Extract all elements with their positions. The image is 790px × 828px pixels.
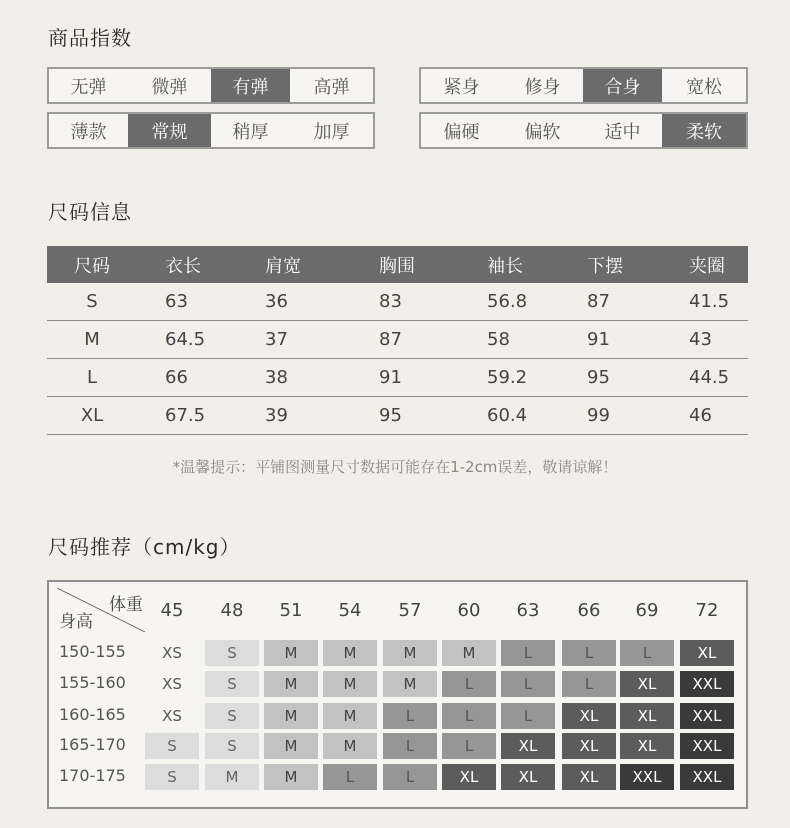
recommend-cell: M bbox=[323, 640, 377, 666]
recommend-cell: S bbox=[145, 764, 199, 790]
size-table-cell: 95 bbox=[587, 367, 610, 388]
recommend-cell: XS bbox=[162, 644, 182, 662]
recommend-cell: L bbox=[383, 733, 437, 759]
recommend-cell: L bbox=[501, 703, 555, 729]
recommend-cell: L bbox=[501, 640, 555, 666]
recommend-cell: XL bbox=[501, 764, 555, 790]
recommend-cell: XL bbox=[620, 733, 674, 759]
index-option: 薄款 bbox=[70, 121, 107, 143]
recommend-cell: M bbox=[264, 671, 318, 697]
recommend-cell: XXL bbox=[680, 764, 734, 790]
recommend-cell: S bbox=[205, 733, 259, 759]
index-option: 加厚 bbox=[313, 121, 350, 143]
recommend-cell: M bbox=[264, 703, 318, 729]
recommend-cell: XL bbox=[620, 671, 674, 697]
recommend-cell: XL bbox=[501, 733, 555, 759]
height-row-header: 170-175 bbox=[59, 766, 126, 785]
size-table-cell: 67.5 bbox=[165, 405, 206, 426]
size-table-cell: 46 bbox=[689, 405, 712, 426]
recommend-cell: M bbox=[205, 764, 259, 790]
weight-column-header: 48 bbox=[220, 600, 244, 621]
weight-column-header: 51 bbox=[279, 600, 303, 621]
index-option: 偏软 bbox=[524, 121, 561, 143]
recommend-cell: L bbox=[383, 703, 437, 729]
size-table-cell: 91 bbox=[379, 367, 402, 388]
recommend-cell: L bbox=[442, 703, 496, 729]
recommend-cell: XXL bbox=[680, 733, 734, 759]
size-table-cell: 66 bbox=[165, 367, 188, 388]
weight-column-header: 60 bbox=[457, 600, 481, 621]
size-table-cell: 87 bbox=[587, 291, 610, 312]
size-table bbox=[47, 246, 748, 435]
recommend-cell: L bbox=[620, 640, 674, 666]
size-table-cell: 36 bbox=[265, 291, 288, 312]
stretch-index bbox=[47, 67, 375, 104]
recommend-cell: L bbox=[501, 671, 555, 697]
size-table-cell: S bbox=[86, 291, 98, 312]
index-option: 无弹 bbox=[70, 76, 107, 98]
recommend-cell: XXL bbox=[680, 703, 734, 729]
index-option: 高弹 bbox=[313, 76, 350, 98]
index-option: 紧身 bbox=[443, 76, 480, 98]
size-recommend-grid bbox=[47, 580, 748, 809]
size-section-title: 尺码信息 bbox=[48, 200, 132, 224]
size-table-cell: 56.8 bbox=[487, 291, 528, 312]
recommend-cell: M bbox=[383, 671, 437, 697]
index-option: 微弹 bbox=[151, 76, 188, 98]
recommend-cell: M bbox=[264, 764, 318, 790]
corner-header bbox=[57, 588, 145, 632]
recommend-cell: L bbox=[562, 640, 616, 666]
size-table-header-cell: 尺码 bbox=[74, 255, 110, 277]
index-option: 宽松 bbox=[686, 76, 723, 98]
size-table-cell: 59.2 bbox=[487, 367, 528, 388]
recommend-cell: XL bbox=[562, 764, 616, 790]
size-table-cell: 83 bbox=[379, 291, 402, 312]
size-table-cell: 39 bbox=[265, 405, 288, 426]
recommend-cell: XS bbox=[162, 675, 182, 693]
index-option: 柔软 bbox=[662, 114, 746, 147]
recommend-section-title: 尺码推荐（cm/kg） bbox=[48, 535, 241, 559]
index-option: 稍厚 bbox=[232, 121, 269, 143]
size-table-row bbox=[47, 283, 748, 321]
index-option: 适中 bbox=[604, 121, 641, 143]
weight-column-header: 72 bbox=[695, 600, 719, 621]
height-row-header: 160-165 bbox=[59, 705, 126, 724]
recommend-cell: M bbox=[323, 671, 377, 697]
recommend-cell: M bbox=[264, 733, 318, 759]
size-table-cell: M bbox=[84, 329, 100, 350]
recommend-cell: XL bbox=[620, 703, 674, 729]
size-table-cell: 64.5 bbox=[165, 329, 206, 350]
recommend-cell: L bbox=[383, 764, 437, 790]
recommend-cell: S bbox=[205, 671, 259, 697]
size-table-cell: XL bbox=[80, 405, 104, 426]
size-table-cell: 99 bbox=[587, 405, 610, 426]
weight-column-header: 54 bbox=[338, 600, 362, 621]
recommend-cell: L bbox=[323, 764, 377, 790]
height-row-header: 165-170 bbox=[59, 735, 126, 754]
size-table-cell: 95 bbox=[379, 405, 402, 426]
recommend-cell: M bbox=[264, 640, 318, 666]
weight-column-header: 45 bbox=[160, 600, 184, 621]
weight-column-header: 69 bbox=[635, 600, 659, 621]
size-table-cell: 41.5 bbox=[689, 291, 730, 312]
recommend-cell: M bbox=[383, 640, 437, 666]
recommend-cell: XL bbox=[680, 640, 734, 666]
recommend-cell: S bbox=[205, 703, 259, 729]
weight-column-header: 66 bbox=[577, 600, 601, 621]
size-table-row bbox=[47, 397, 748, 435]
recommend-cell: XXL bbox=[620, 764, 674, 790]
recommend-cell: XL bbox=[562, 703, 616, 729]
recommend-cell: XL bbox=[442, 764, 496, 790]
size-table-header-cell: 袖长 bbox=[487, 255, 523, 277]
size-table-cell: 60.4 bbox=[487, 405, 528, 426]
recommend-cell: M bbox=[323, 733, 377, 759]
size-table-cell: 58 bbox=[487, 329, 510, 350]
index-option: 有弹 bbox=[211, 69, 290, 102]
size-table-header-cell: 胸围 bbox=[379, 255, 415, 277]
size-table-cell: 91 bbox=[587, 329, 610, 350]
recommend-cell: M bbox=[323, 703, 377, 729]
size-table-cell: 37 bbox=[265, 329, 288, 350]
recommend-cell: XL bbox=[562, 733, 616, 759]
index-option: 合身 bbox=[583, 69, 662, 102]
size-table-cell: 43 bbox=[689, 329, 712, 350]
height-label: 身高 bbox=[59, 612, 93, 632]
size-table-row bbox=[47, 321, 748, 359]
recommend-cell: S bbox=[205, 640, 259, 666]
softness-index bbox=[419, 112, 748, 149]
fit-index bbox=[419, 67, 748, 104]
index-section-title: 商品指数 bbox=[48, 26, 132, 50]
index-option: 常规 bbox=[128, 114, 211, 147]
size-table-cell: L bbox=[86, 367, 98, 388]
size-table-header-cell: 衣长 bbox=[165, 255, 201, 277]
weight-column-header: 57 bbox=[398, 600, 422, 621]
measurement-tip: *温馨提示：平铺图测量尺寸数据可能存在1-2cm误差，敬请谅解！ bbox=[172, 458, 618, 476]
size-table-header bbox=[47, 246, 748, 283]
recommend-cell: XXL bbox=[680, 671, 734, 697]
recommend-cell: L bbox=[442, 671, 496, 697]
size-table-cell: 87 bbox=[379, 329, 402, 350]
size-table-header-cell: 夹圈 bbox=[689, 255, 725, 277]
recommend-cell: L bbox=[562, 671, 616, 697]
recommend-cell: L bbox=[442, 733, 496, 759]
weight-label: 体重 bbox=[109, 595, 143, 615]
recommend-cell: M bbox=[442, 640, 496, 666]
size-table-cell: 38 bbox=[265, 367, 288, 388]
size-table-row bbox=[47, 359, 748, 397]
recommend-cell: S bbox=[145, 733, 199, 759]
height-row-header: 155-160 bbox=[59, 673, 126, 692]
size-table-cell: 44.5 bbox=[689, 367, 730, 388]
index-option: 修身 bbox=[524, 76, 561, 98]
size-table-header-cell: 下摆 bbox=[587, 255, 623, 277]
size-table-header-cell: 肩宽 bbox=[265, 255, 301, 277]
size-table-cell: 63 bbox=[165, 291, 188, 312]
height-row-header: 150-155 bbox=[59, 642, 126, 661]
recommend-cell: XS bbox=[162, 707, 182, 725]
index-option: 偏硬 bbox=[443, 121, 480, 143]
thickness-index bbox=[47, 112, 375, 149]
weight-column-header: 63 bbox=[516, 600, 540, 621]
